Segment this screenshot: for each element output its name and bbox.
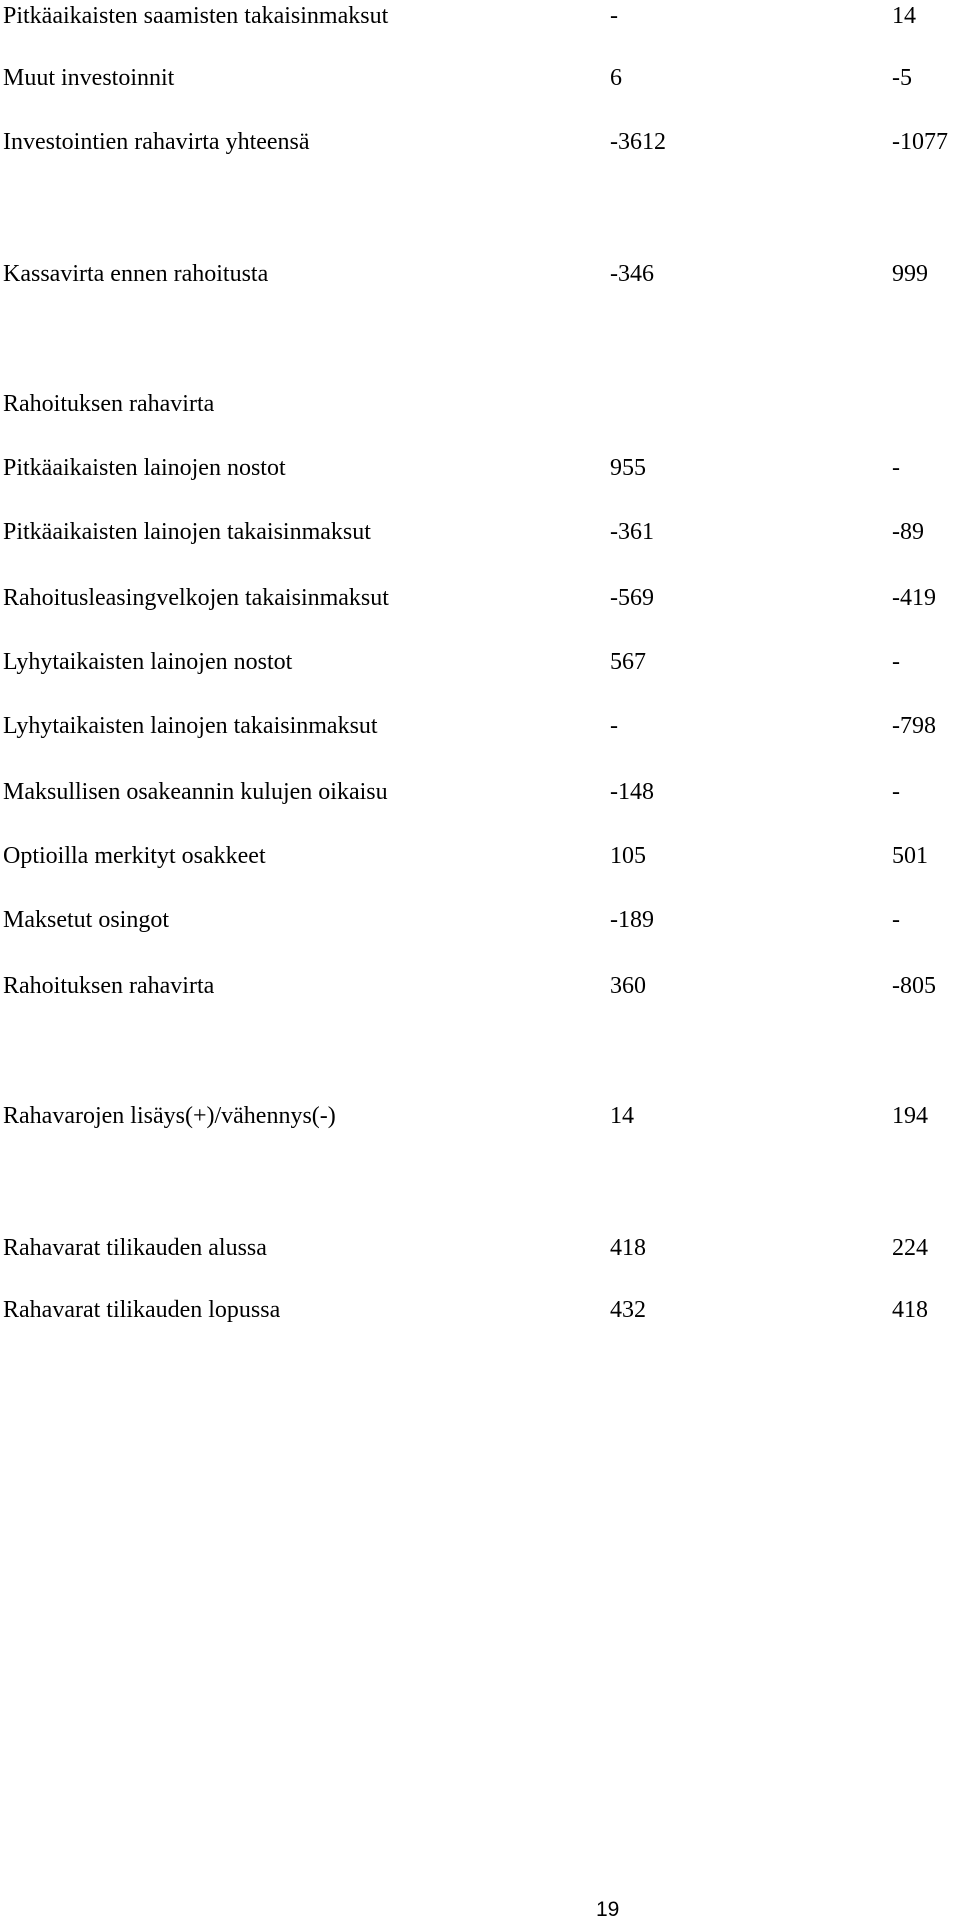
row-label: Lyhytaikaisten lainojen nostot [3, 649, 293, 675]
value-previous-year: -5 [892, 65, 912, 91]
value-current-year: 14 [610, 1103, 634, 1129]
row-label: Muut investoinnit [3, 65, 175, 91]
value-current-year: -569 [610, 585, 654, 611]
value-previous-year: -798 [892, 713, 936, 739]
value-current-year: 360 [610, 973, 646, 999]
page-number: 19 [596, 1898, 620, 1921]
row-label: Kassavirta ennen rahoitusta [3, 261, 269, 287]
table-row [0, 517, 960, 547]
row-label: Rahoituksen rahavirta [3, 391, 215, 417]
value-previous-year: -89 [892, 519, 924, 545]
row-label: Rahavarojen lisäys(+)/vähennys(-) [3, 1103, 336, 1129]
table-row [0, 453, 960, 483]
row-label: Investointien rahavirta yhteensä [3, 129, 310, 155]
table-row [0, 1295, 960, 1325]
value-current-year: 432 [610, 1297, 646, 1323]
value-previous-year: 14 [892, 3, 916, 29]
row-label: Rahoituksen rahavirta [3, 973, 215, 999]
value-current-year: 955 [610, 455, 646, 481]
table-row [0, 1233, 960, 1263]
value-previous-year: -805 [892, 973, 936, 999]
row-label: Rahavarat tilikauden lopussa [3, 1297, 281, 1323]
value-current-year: -361 [610, 519, 654, 545]
row-label: Rahoitusleasingvelkojen takaisinmaksut [3, 585, 389, 611]
value-previous-year: - [892, 907, 900, 933]
table-row [0, 127, 960, 157]
table-row [0, 777, 960, 807]
row-label: Optioilla merkityt osakkeet [3, 843, 266, 869]
value-previous-year: -419 [892, 585, 936, 611]
value-current-year: 418 [610, 1235, 646, 1261]
row-label: Maksetut osingot [3, 907, 169, 933]
value-previous-year: - [892, 779, 900, 805]
row-label: Pitkäaikaisten lainojen nostot [3, 455, 286, 481]
value-previous-year: 224 [892, 1235, 928, 1261]
value-current-year: - [610, 713, 618, 739]
table-row [0, 1, 960, 31]
table-row [0, 971, 960, 1001]
table-row [0, 841, 960, 871]
value-current-year: 567 [610, 649, 646, 675]
value-previous-year: -1077 [892, 129, 948, 155]
row-label: Pitkäaikaisten lainojen takaisinmaksut [3, 519, 371, 545]
table-row [0, 711, 960, 741]
value-previous-year: 999 [892, 261, 928, 287]
row-label: Lyhytaikaisten lainojen takaisinmaksut [3, 713, 378, 739]
value-previous-year: 194 [892, 1103, 928, 1129]
table-row [0, 647, 960, 677]
value-previous-year: - [892, 649, 900, 675]
table-row [0, 259, 960, 289]
value-previous-year: - [892, 455, 900, 481]
row-label: Maksullisen osakeannin kulujen oikaisu [3, 779, 388, 805]
value-previous-year: 418 [892, 1297, 928, 1323]
row-label: Pitkäaikaisten saamisten takaisinmaksut [3, 3, 389, 29]
table-row [0, 63, 960, 93]
value-previous-year: 501 [892, 843, 928, 869]
value-current-year: - [610, 3, 618, 29]
row-label: Rahavarat tilikauden alussa [3, 1235, 267, 1261]
value-current-year: -3612 [610, 129, 666, 155]
value-current-year: 6 [610, 65, 622, 91]
table-row [0, 905, 960, 935]
value-current-year: -189 [610, 907, 654, 933]
table-row [0, 583, 960, 613]
value-current-year: -148 [610, 779, 654, 805]
section-heading [0, 389, 960, 419]
value-current-year: 105 [610, 843, 646, 869]
value-current-year: -346 [610, 261, 654, 287]
table-row [0, 1101, 960, 1131]
